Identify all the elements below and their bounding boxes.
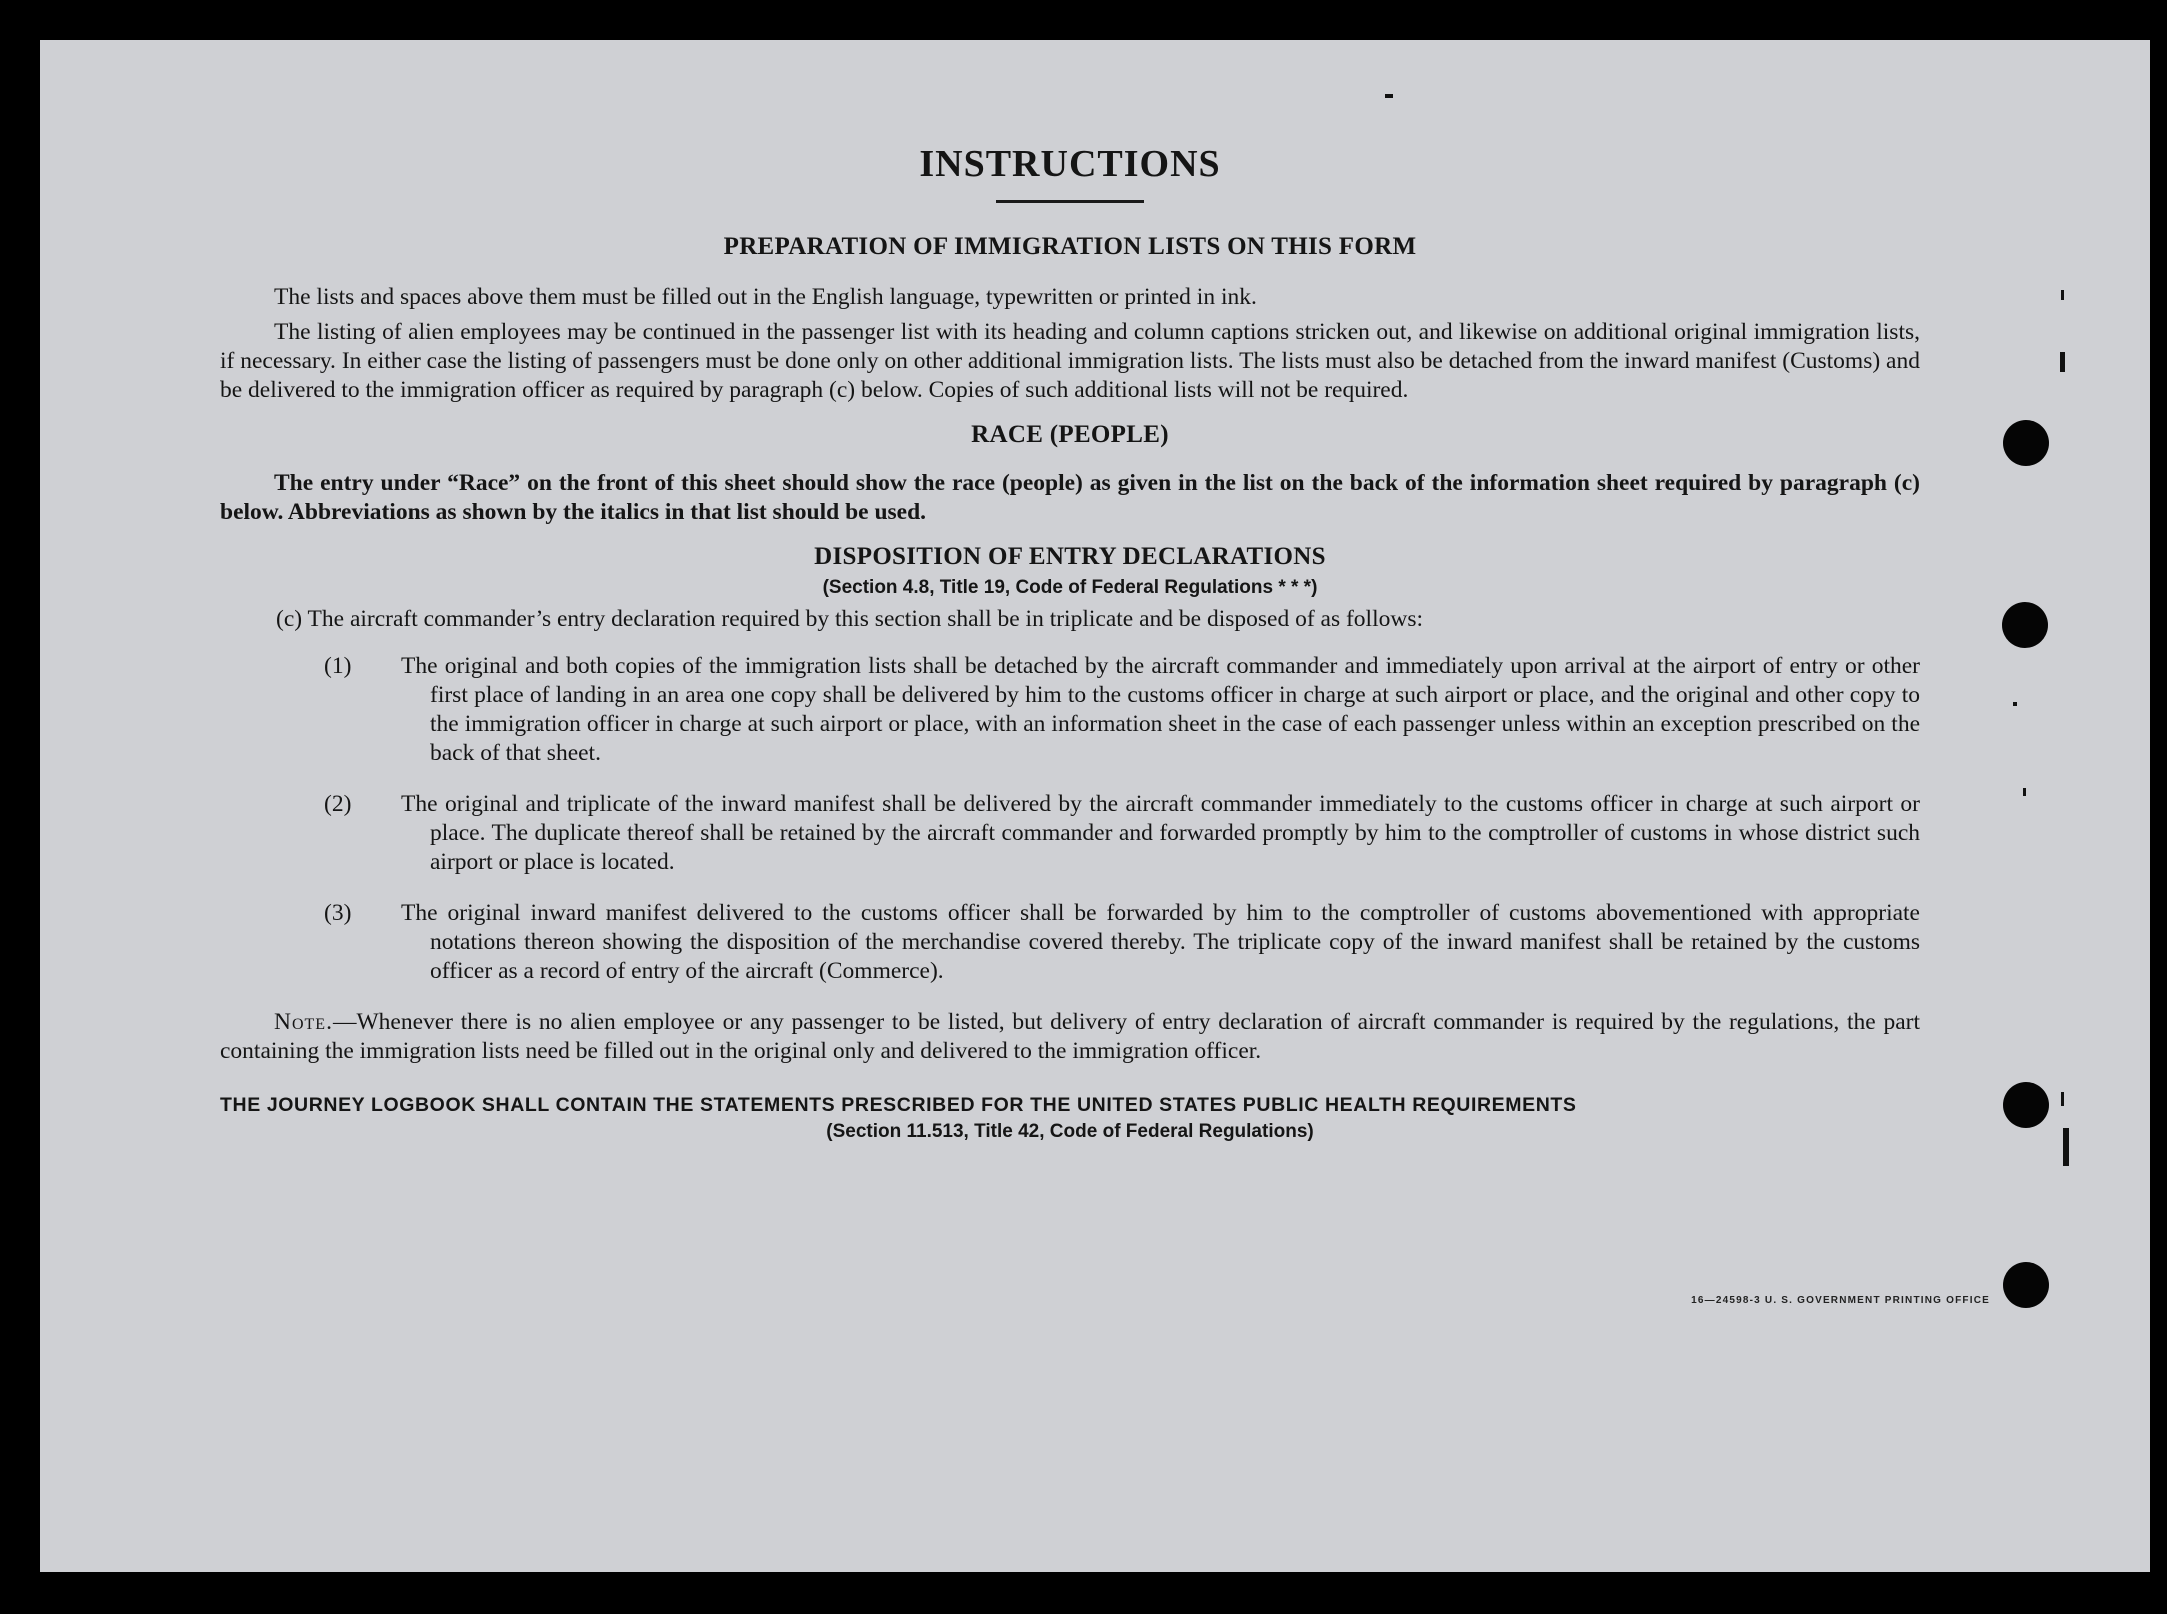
- edge-mark: [2061, 1092, 2064, 1106]
- item-number: (2): [324, 791, 352, 817]
- punch-hole-4: [2003, 1262, 2049, 1308]
- edge-mark: [2023, 788, 2026, 796]
- item-number: (1): [324, 653, 352, 679]
- journey-logbook-statement: THE JOURNEY LOGBOOK SHALL CONTAIN THE STATEMENTS PRESCRIBED FOR THE UNITED STATES PUBLIC HEALTH REQUIREMENTS: [220, 1094, 1577, 1116]
- document-body: [220, 100, 1920, 1143]
- page-title: INSTRUCTIONS: [919, 143, 1221, 185]
- printer-imprint: 16—24598-3 U. S. GOVERNMENT PRINTING OFFICE: [1691, 1295, 1990, 1306]
- edge-mark: [2013, 702, 2017, 706]
- disposition-clause: [220, 605, 1920, 634]
- disposition-item-1: [220, 652, 1920, 768]
- edge-mark: [2063, 1128, 2069, 1166]
- disposition-heading: DISPOSITION OF ENTRY DECLARATIONS: [814, 543, 1326, 570]
- document-page: [40, 40, 2150, 1572]
- race-heading: RACE (PEOPLE): [971, 421, 1169, 448]
- clause-label: (c): [276, 606, 303, 632]
- note-paragraph: [220, 1008, 1920, 1066]
- punch-hole-2: [2002, 602, 2048, 648]
- journey-logbook-subheading: (Section 11.513, Title 42, Code of Federal Regulations): [826, 1121, 1314, 1142]
- edge-mark: [2060, 352, 2065, 372]
- disposition-subheading: (Section 4.8, Title 19, Code of Federal Regulations * * *): [822, 577, 1318, 598]
- title-underline: [996, 200, 1144, 203]
- item-text: The original and both copies of the immigration lists shall be detached by the aircraft commander and immediately upon arrival at the airport of entry or other first place of landing in an area one copy shall be delivered by him to the customs officer in charge at such airport or place, and the original and other copy to the immigration officer in charge at such airport or place, with an information sheet in the case of each passenger unless within an exception prescribed on the back of that sheet.: [401, 653, 1920, 766]
- preparation-heading: PREPARATION OF IMMIGRATION LISTS ON THIS FORM: [723, 233, 1417, 260]
- item-number: (3): [324, 900, 352, 926]
- punch-hole-3: [2003, 1082, 2049, 1128]
- note-label: Note.: [274, 1009, 333, 1035]
- item-text: The original inward manifest delivered to the customs officer shall be forwarded by him to the comptroller of customs abovementioned with appropriate notations thereon showing the disposition of the merchandise covered thereby. The triplicate copy of the inward manifest shall be retained by the customs officer as a record of entry of the aircraft (Commerce).: [401, 900, 1920, 984]
- edge-mark: [1385, 94, 1393, 98]
- disposition-item-2: [220, 790, 1920, 877]
- note-text: —Whenever there is no alien employee or any passenger to be listed, but delivery of entry declaration of aircraft commander is required by the regulations, the part containing the immigration lists need be filled out in the original only and delivered to the immigration officer.: [220, 1009, 1920, 1064]
- preparation-paragraph-1: The lists and spaces above them must be filled out in the English language, typewritten or printed in ink.: [274, 284, 1257, 310]
- punch-hole-1: [2003, 420, 2049, 466]
- race-paragraph: The entry under “Race” on the front of this sheet should show the race (people) as given in the list on the back of the information sheet required by paragraph (c) below. Abbreviations as shown by the italics in that list should be used.: [220, 470, 1920, 525]
- disposition-item-3: [220, 899, 1920, 986]
- clause-text: The aircraft commander’s entry declaration required by this section shall be in triplicate and be disposed of as follows:: [307, 606, 1424, 632]
- item-text: The original and triplicate of the inward manifest shall be delivered by the aircraft commander immediately to the customs officer in charge at such airport or place. The duplicate thereof shall be retained by the aircraft commander and forwarded promptly by him to the comptroller of customs in whose district such airport or place is located.: [401, 791, 1920, 875]
- preparation-paragraph-2: The listing of alien employees may be continued in the passenger list with its heading and column captions stricken out, and likewise on additional original immigration lists, if necessary. In either case the listing of passengers must be done only on other additional immigration lists. The lists must also be detached from the inward manifest (Customs) and be delivered to the immigration officer as required by paragraph (c) below. Copies of such additional lists will not be required.: [220, 319, 1920, 403]
- edge-mark: [2061, 290, 2064, 300]
